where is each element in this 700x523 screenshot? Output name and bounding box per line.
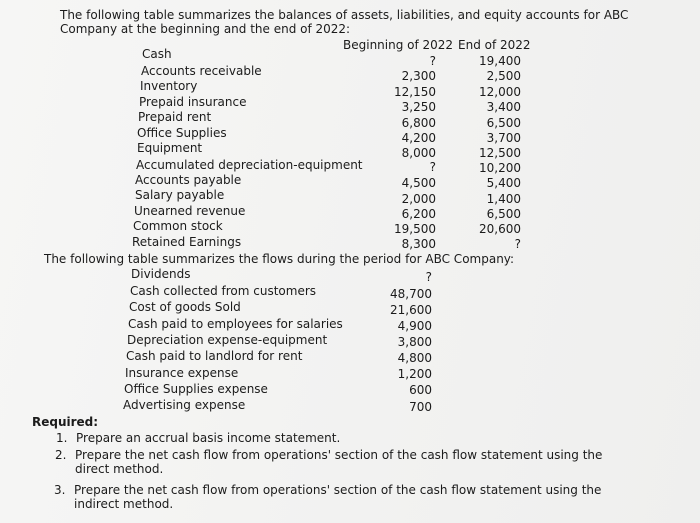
end-value: 12,500	[479, 146, 521, 160]
flow-value: 600	[409, 383, 432, 397]
end-value: 6,500	[486, 116, 521, 130]
account-label: Office Supplies	[137, 126, 227, 140]
flows-intro-text: The following table summarizes the flows during the period for ABC Company:	[44, 252, 515, 266]
beginning-value: 6,200	[401, 207, 436, 221]
end-value: 1,400	[486, 192, 521, 206]
end-value: 3,400	[486, 100, 521, 114]
end-value: 19,400	[479, 54, 521, 68]
column-header-end: End of 2022	[458, 38, 531, 52]
beginning-value: ?	[429, 54, 436, 68]
flow-value: 1,200	[397, 367, 432, 381]
balances-intro-text: The following table summarizes the balances of assets, liabilities, and equity accounts for ABC Company at the beginning and the end of 2022:	[60, 8, 629, 36]
item-text: Prepare the net cash flow from operations' section of the cash flow statement using the indirect method.	[74, 483, 602, 511]
flow-label: Cash paid to employees for salaries	[128, 317, 343, 331]
account-label: Retained Earnings	[132, 235, 242, 249]
flow-label: Office Supplies expense	[124, 382, 268, 396]
flow-value: ?	[425, 270, 432, 284]
column-header-beginning: Beginning of 2022	[343, 38, 454, 52]
beginning-value: 8,300	[401, 237, 436, 251]
flow-value: 700	[409, 400, 432, 414]
flow-label: Depreciation expense-equipment	[127, 333, 328, 347]
flow-value: 4,800	[397, 351, 432, 365]
flow-label: Insurance expense	[125, 366, 239, 380]
beginning-value: 19,500	[394, 222, 436, 236]
flow-label: Cost of goods Sold	[129, 300, 241, 314]
end-value: ?	[514, 237, 521, 251]
flow-label: Advertising expense	[123, 398, 246, 412]
beginning-value: ?	[429, 160, 436, 174]
item-text: Prepare an accrual basis income statement.	[76, 431, 341, 445]
end-value: 5,400	[486, 176, 521, 190]
item-text: Prepare the net cash flow from operations' section of the cash flow statement using the direct method.	[75, 448, 603, 476]
account-label: Equipment	[137, 141, 203, 155]
flow-value: 3,800	[397, 335, 432, 349]
end-value: 6,500	[486, 207, 521, 221]
account-label: Accounts receivable	[141, 64, 262, 78]
flow-label: Cash collected from customers	[130, 284, 317, 298]
beginning-value: 3,250	[401, 100, 436, 114]
account-label: Common stock	[133, 219, 223, 233]
beginning-value: 4,500	[401, 176, 436, 190]
required-heading: Required:	[32, 415, 99, 429]
item-number: 3.	[54, 483, 66, 497]
end-value: 12,000	[479, 85, 521, 99]
account-label: Prepaid insurance	[139, 95, 247, 109]
beginning-value: 2,300	[401, 69, 436, 83]
account-label: Prepaid rent	[138, 110, 212, 124]
flow-value: 4,900	[397, 319, 432, 333]
account-label: Inventory	[140, 79, 198, 93]
beginning-value: 4,200	[401, 131, 436, 145]
end-value: 2,500	[486, 69, 521, 83]
account-label: Accounts payable	[135, 173, 242, 187]
account-label: Salary payable	[135, 188, 225, 202]
end-value: 3,700	[486, 131, 521, 145]
flow-label: Cash paid to landlord for rent	[126, 349, 303, 363]
account-label: Accumulated depreciation-equipment	[136, 158, 363, 172]
end-value: 10,200	[479, 161, 521, 175]
beginning-value: 2,000	[401, 192, 436, 206]
end-value: 20,600	[479, 222, 521, 236]
item-number: 1.	[56, 431, 68, 445]
account-label: Cash	[142, 47, 172, 61]
beginning-value: 8,000	[401, 146, 436, 160]
flow-label: Dividends	[131, 267, 191, 281]
flow-value: 21,600	[390, 303, 432, 317]
account-label: Unearned revenue	[134, 204, 246, 218]
item-number: 2.	[55, 448, 67, 462]
flow-value: 48,700	[390, 287, 432, 301]
beginning-value: 6,800	[401, 116, 436, 130]
beginning-value: 12,150	[394, 85, 436, 99]
